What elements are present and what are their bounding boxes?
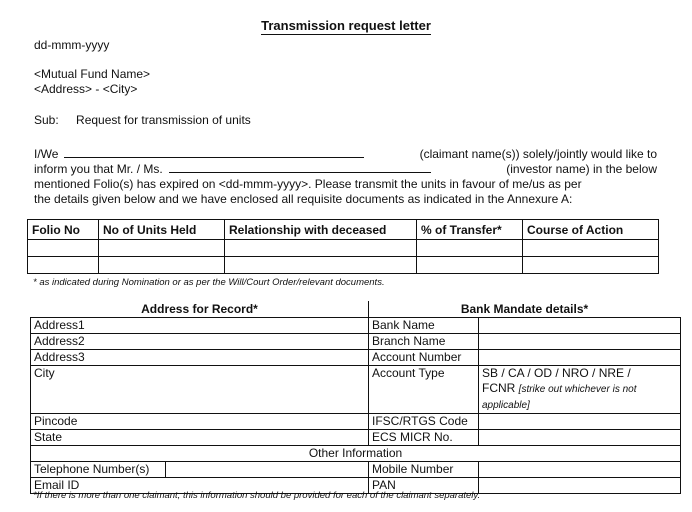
subject-line — [34, 113, 251, 127]
account-type-value-line1: SB / CA / OD / NRO / NRE / — [482, 366, 631, 380]
pan-label: PAN — [369, 478, 479, 494]
folio-cell[interactable] — [28, 240, 99, 257]
details-row — [31, 318, 681, 334]
account-type-note: [strike out whichever is not applicable] — [482, 384, 637, 411]
account-type-options[interactable] — [479, 366, 681, 414]
folio-cell[interactable] — [523, 240, 659, 257]
folio-header-folio-no: Folio No — [28, 220, 99, 240]
details-row — [31, 334, 681, 350]
document-title: Transmission request letter — [261, 18, 431, 33]
details-table — [30, 301, 681, 494]
claimant-name-blank — [64, 147, 364, 158]
account-type-value-line2: FCNR — [482, 381, 516, 395]
body-line4: the details given below and we have enclosed all requisite documents as indicated in the Annexure A: — [34, 192, 573, 206]
addressee-line1: <Mutual Fund Name> — [34, 67, 151, 81]
branch-name-label: Branch Name — [369, 334, 479, 350]
ifsc-label: IFSC/RTGS Code — [369, 414, 479, 430]
ecs-micr-field[interactable] — [479, 430, 681, 446]
details-header-row — [31, 302, 681, 318]
folio-cell[interactable] — [417, 257, 523, 274]
subject-label: Sub: — [34, 113, 59, 127]
body-line2-suffix: (investor name) in the below — [506, 162, 657, 176]
folio-header-course: Course of Action — [523, 220, 659, 240]
folio-cell[interactable] — [523, 257, 659, 274]
subject-text: Request for transmission of units — [76, 113, 251, 127]
body-line2 — [34, 162, 657, 177]
ecs-micr-label: ECS MICR No. — [369, 430, 479, 446]
folio-cell[interactable] — [417, 240, 523, 257]
folio-header-relationship: Relationship with deceased — [225, 220, 417, 240]
folio-cell[interactable] — [99, 257, 225, 274]
details-row — [31, 414, 681, 430]
city-label[interactable]: City — [31, 366, 369, 414]
branch-name-field[interactable] — [479, 334, 681, 350]
details-row — [31, 430, 681, 446]
body-line1 — [34, 147, 657, 162]
body-line2-prefix: inform you that Mr. / Ms. — [34, 162, 163, 176]
address-header: Address for Record* — [31, 302, 369, 318]
account-number-field[interactable] — [479, 350, 681, 366]
pincode-label[interactable]: Pincode — [31, 414, 369, 430]
body-paragraph — [34, 147, 657, 207]
body-line1-suffix: (claimant name(s)) solely/jointly would like to — [419, 147, 657, 161]
bank-header: Bank Mandate details* — [369, 302, 681, 318]
account-type-label: Account Type — [369, 366, 479, 414]
folio-table-row — [28, 257, 659, 274]
mobile-field[interactable] — [479, 462, 681, 478]
folio-table — [27, 219, 659, 274]
folio-cell[interactable] — [28, 257, 99, 274]
details-footnote: *If there is more than one claimant, this information should be provided for each of the claimant separately. — [33, 490, 481, 501]
folio-table-row — [28, 240, 659, 257]
account-number-label: Account Number — [369, 350, 479, 366]
details-row — [31, 366, 681, 414]
details-row — [31, 350, 681, 366]
details-row — [31, 462, 681, 478]
address3-label[interactable]: Address3 — [31, 350, 369, 366]
ifsc-field[interactable] — [479, 414, 681, 430]
folio-header-units: No of Units Held — [99, 220, 225, 240]
mobile-label: Mobile Number — [369, 462, 479, 478]
folio-table-header-row — [28, 220, 659, 240]
other-info-header-row — [31, 446, 681, 462]
investor-name-blank — [169, 162, 431, 173]
date-placeholder: dd-mmm-yyyy — [34, 38, 110, 52]
folio-header-transfer: % of Transfer* — [417, 220, 523, 240]
addressee-line2: <Address> - <City> — [34, 82, 138, 96]
email-label[interactable]: Email ID — [31, 478, 369, 494]
folio-cell[interactable] — [225, 257, 417, 274]
bank-name-field[interactable] — [479, 318, 681, 334]
state-label[interactable]: State — [31, 430, 369, 446]
folio-cell[interactable] — [225, 240, 417, 257]
body-line3: mentioned Folio(s) has expired on <dd-mmm-yyyy>. Please transmit the units in favour of me/us as per — [34, 177, 582, 191]
folio-cell[interactable] — [99, 240, 225, 257]
folio-footnote: * as indicated during Nomination or as per the Will/Court Order/relevant documents. — [33, 277, 385, 288]
pan-field[interactable] — [479, 478, 681, 494]
other-info-header: Other Information — [31, 446, 681, 462]
telephone-field[interactable] — [166, 462, 369, 478]
bank-name-label: Bank Name — [369, 318, 479, 334]
address1-label[interactable]: Address1 — [31, 318, 369, 334]
telephone-label: Telephone Number(s) — [31, 462, 166, 478]
body-line1-prefix: I/We — [34, 147, 59, 161]
address2-label[interactable]: Address2 — [31, 334, 369, 350]
